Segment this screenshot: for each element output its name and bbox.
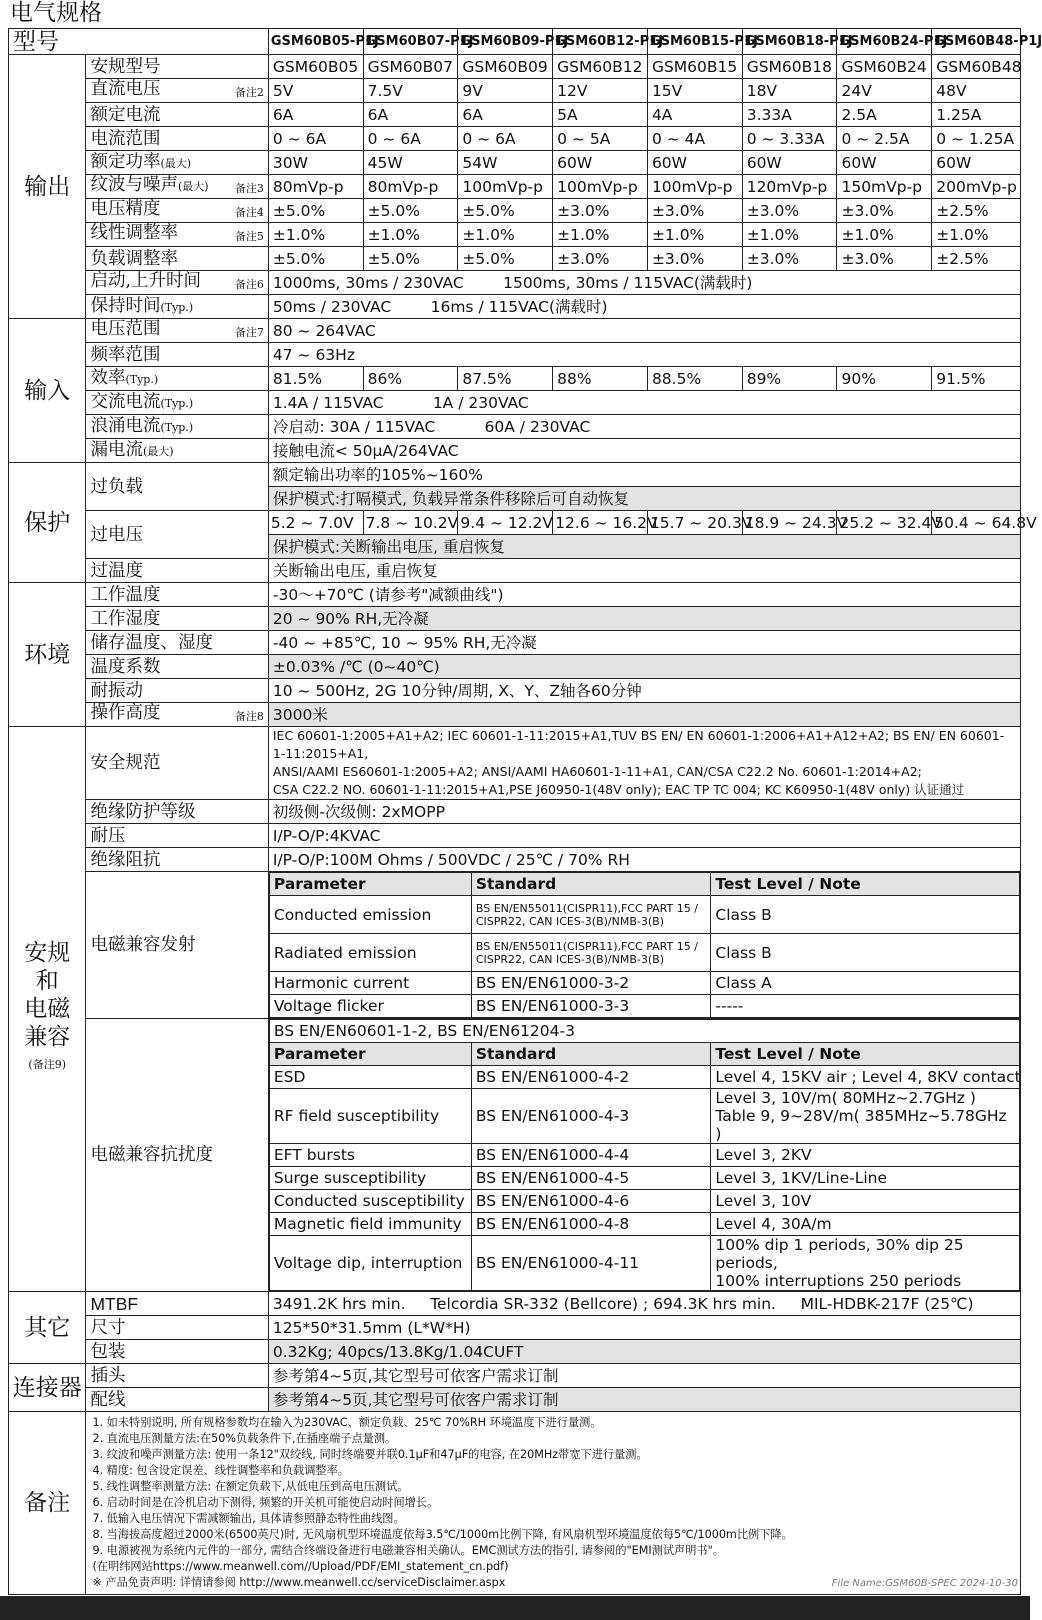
value-cell: ±2.5% — [932, 247, 1021, 271]
row-label — [86, 271, 268, 295]
emc-col-header: Parameter — [269, 873, 471, 896]
emc-level: Class B — [711, 934, 1020, 972]
value-cell: 0 ~ 2.5A — [837, 127, 932, 151]
value-cell: ±3.0% — [553, 247, 648, 271]
label-text: 过负载 — [90, 476, 143, 497]
emc-standard: BS EN/EN61000-3-3 — [471, 995, 711, 1018]
value-cell: GSM60B05 — [268, 55, 363, 79]
label-text: 安规型号 — [90, 56, 161, 77]
page-title: 电气规格 — [10, 0, 102, 26]
emc-label — [86, 1019, 268, 1292]
value-cell: 冷启动: 30A / 115VAC 60A / 230VAC — [268, 415, 1020, 439]
row-label — [86, 848, 268, 872]
value-cell: 60W — [553, 151, 648, 175]
value-cell: 47 ~ 63Hz — [268, 343, 1020, 367]
emc-parameter: Conducted emission — [269, 896, 471, 934]
label-text: 电磁兼容发射 — [90, 935, 196, 955]
value-cell: 60W — [932, 151, 1021, 175]
note-line: 8. 当海拔高度超过2000米(6500英尺)时, 无风扇机型环境温度依每3.5℃/1000m比例下降, 有风扇机型环境温度依每5℃/1000m比例下降。 — [92, 1528, 793, 1541]
emc-parameter: ESD — [269, 1066, 471, 1089]
category-output: 输出 — [9, 55, 86, 319]
model-header: GSM60B05-P1J — [268, 29, 363, 55]
label-text: MTBF — [90, 1293, 139, 1314]
model-header: GSM60B07-P1J — [363, 29, 458, 55]
label-text: 电流范围 — [90, 128, 161, 149]
value-cell: 0 ~ 6A — [363, 127, 458, 151]
value-cell: ±5.0% — [363, 247, 458, 271]
model-header: GSM60B24-P1J — [837, 29, 932, 55]
value-cell: 0 ~ 4A — [647, 127, 742, 151]
value-cell: GSM60B09 — [458, 55, 553, 79]
value-cell: -40 ~ +85℃, 10 ~ 95% RH,无冷凝 — [268, 631, 1020, 655]
row-label — [86, 199, 268, 223]
spec-table — [8, 28, 1042, 1595]
value-cell: 0.32Kg; 40pcs/13.8Kg/1.04CUFT — [268, 1340, 1020, 1364]
row-label — [86, 727, 268, 800]
value-cell: 15.7 ~ 20.3V — [647, 511, 742, 535]
emc-standard: BS EN/EN61000-4-5 — [471, 1167, 711, 1190]
note-line: 7. 低输入电压情况下需减额输出, 具体请参照静态特性曲线图。 — [92, 1512, 405, 1525]
emc-standard: BS EN/EN61000-4-4 — [471, 1144, 711, 1167]
value-cell: 48V — [932, 79, 1021, 103]
value-cell: 7.5V — [363, 79, 458, 103]
value-cell: 2.5A — [837, 103, 932, 127]
value-cell: ±1.0% — [742, 223, 837, 247]
emc-level: Level 3, 1KV/Line-Line — [711, 1167, 1020, 1190]
value-cell: ±3.0% — [553, 199, 648, 223]
value-cell: -30～+70℃ (请参考"减额曲线") — [268, 583, 1020, 607]
value-cell: ±2.5% — [932, 199, 1021, 223]
category-connector: 连接器 — [9, 1364, 86, 1412]
value-cell: 200mVp-p — [932, 175, 1021, 199]
value-cell: 45W — [363, 151, 458, 175]
row-label — [86, 103, 268, 127]
label-text: 尺寸 — [90, 1317, 126, 1338]
value-cell: 54W — [458, 151, 553, 175]
label-qualifier: (Typ.) — [160, 396, 194, 410]
value-cell: 18.9 ~ 24.3V — [742, 511, 837, 535]
label-text: 操作高度 — [90, 702, 161, 723]
value-cell: GSM60B12 — [553, 55, 648, 79]
emc-label — [86, 872, 268, 1019]
value-cell: 80mVp-p — [268, 175, 363, 199]
model-header: GSM60B48-P1J — [932, 29, 1021, 55]
note-line: (在明纬网站https://www.meanwell.com//Upload/PDF/EMI_statement_cn.pdf) — [92, 1560, 509, 1573]
label-qualifier: (最大) — [177, 179, 209, 193]
row-label — [86, 655, 268, 679]
model-header: GSM60B15-P1J — [647, 29, 742, 55]
value-cell: 25.2 ~ 32.4V — [837, 511, 932, 535]
value-cell: ±1.0% — [268, 223, 363, 247]
label-text: 效率 — [90, 367, 126, 388]
row-label — [86, 703, 268, 727]
note-line: 3. 纹波和噪声测量方法: 使用一条12"双绞线, 同时终端要并联0.1μF和47μF的电容, 在20MHz带宽下进行量测。 — [92, 1448, 648, 1461]
emc-general-standards: BS EN/EN60601-1-2, BS EN/EN61204-3 — [269, 1020, 1019, 1043]
note-ref: 备注5 — [234, 229, 264, 243]
emc-level: Level 4, 15KV air ; Level 4, 8KV contact — [711, 1066, 1020, 1089]
category-line: 兼容 — [24, 1024, 71, 1050]
value-cell: ±1.0% — [647, 223, 742, 247]
label-text: 交流电流 — [90, 391, 161, 412]
emc-parameter: Conducted susceptibility — [269, 1190, 471, 1213]
label-text: 电压精度 — [90, 198, 161, 219]
value-cell: 88% — [553, 367, 648, 391]
label-qualifier: (Typ.) — [160, 420, 194, 434]
emc_immunity-table — [269, 1019, 1020, 1291]
value-cell: ±3.0% — [837, 247, 932, 271]
label-text: 温度系数 — [90, 656, 161, 677]
row-label — [86, 439, 268, 463]
value-cell: 6A — [458, 103, 553, 127]
row-label — [86, 1292, 268, 1316]
row-label — [86, 79, 268, 103]
value-cell: 89% — [742, 367, 837, 391]
value-cell: 0 ~ 5A — [553, 127, 648, 151]
emc-col-header: Parameter — [269, 1043, 471, 1066]
row-label — [86, 391, 268, 415]
note-line: 6. 启动时间是在冷机启动下测得, 频繁的开关机可能使启动时间增长。 — [92, 1496, 439, 1509]
emc-level: Level 4, 30A/m — [711, 1213, 1020, 1236]
label-text: 工作温度 — [90, 584, 161, 605]
emc-standard: BS EN/EN61000-4-11 — [471, 1236, 711, 1291]
value-cell: ±0.03% /℃ (0~40℃) — [268, 655, 1020, 679]
row-label — [86, 175, 268, 199]
emc-standard: BS EN/EN61000-4-3 — [471, 1089, 711, 1144]
value-cell: 90% — [837, 367, 932, 391]
label-text: 绝缘阻抗 — [90, 849, 161, 870]
note-ref: 备注8 — [234, 709, 264, 723]
label-text: 过电压 — [90, 524, 143, 545]
emc-level: Level 3, 2KV — [711, 1144, 1020, 1167]
value-cell: 5.2 ~ 7.0V — [268, 511, 363, 535]
file-name-footer: File Name:GSM60B-SPEC 2024-10-30 — [831, 1578, 1018, 1589]
standards-line: IEC 60601-1:2005+A1+A2; IEC 60601-1-11:2015+A1,TUV BS EN/ EN 60601-1:2006+A1+A12+A2; BS EN/ EN 60601-1-11:2015+A1, — [272, 728, 1005, 761]
label-text: 线性调整率 — [90, 222, 178, 243]
emc-standard: BS EN/EN55011(CISPR11),FCC PART 15 / CISPR22, CAN ICES-3(B)/NMB-3(B) — [471, 934, 711, 972]
level-line: 100% dip 1 periods, 30% dip 25 periods, — [715, 1236, 964, 1272]
emc-standard: BS EN/EN55011(CISPR11),FCC PART 15 / CISPR22, CAN ICES-3(B)/NMB-3(B) — [471, 896, 711, 934]
value-cell: 10 ~ 500Hz, 2G 10分钟/周期, X、Y、Z轴各60分钟 — [268, 679, 1020, 703]
emc-parameter: Surge susceptibility — [269, 1167, 471, 1190]
value-cell: 60W — [742, 151, 837, 175]
value-cell: 9.4 ~ 12.2V — [458, 511, 553, 535]
emc-level: Class B — [711, 896, 1020, 934]
label-qualifier: (最大) — [160, 156, 192, 170]
value-cell: ±1.0% — [363, 223, 458, 247]
value-cell: 6A — [363, 103, 458, 127]
value-cell: 5V — [268, 79, 363, 103]
label-text: 额定电流 — [90, 104, 161, 125]
label-text: 过温度 — [90, 560, 143, 581]
note-ref: 备注4 — [234, 205, 264, 219]
value-cell: 81.5% — [268, 367, 363, 391]
emc-parameter: Voltage dip, interruption — [269, 1236, 471, 1291]
value-cell: 50.4 ~ 64.8V — [932, 511, 1021, 535]
value-cell: 5A — [553, 103, 648, 127]
value-cell: I/P-O/P:100M Ohms / 500VDC / 25℃ / 70% RH — [268, 848, 1020, 872]
label-text: 保持时间 — [90, 295, 161, 316]
row-label — [86, 319, 268, 343]
model-header: GSM60B09-P1J — [458, 29, 553, 55]
value-cell: GSM60B15 — [647, 55, 742, 79]
value-cell: GSM60B48 — [932, 55, 1021, 79]
emc-parameter: Radiated emission — [269, 934, 471, 972]
value-cell: 关断输出电压, 重启恢复 — [268, 559, 1020, 583]
value-cell: 0 ~ 3.33A — [742, 127, 837, 151]
value-cell: 87.5% — [458, 367, 553, 391]
note-line: 2. 直流电压测量方法:在50%负载条件下,在插座端子点量测。 — [92, 1432, 397, 1445]
level-line: Table 9, 9~28V/m( 385MHz~5.78GHz ) — [715, 1107, 1007, 1143]
row-label — [86, 1340, 268, 1364]
label-text: 直流电压 — [90, 78, 161, 99]
value-cell: 150mVp-p — [837, 175, 932, 199]
row-label — [86, 583, 268, 607]
value-cell: 24V — [837, 79, 932, 103]
value-cell: 额定输出功率的105%~160% — [268, 463, 1020, 487]
value-cell: 100mVp-p — [647, 175, 742, 199]
label-text: 耐压 — [90, 825, 126, 846]
value-cell: GSM60B24 — [837, 55, 932, 79]
value-cell: 参考第4~5页,其它型号可依客户需求订制 — [268, 1388, 1020, 1412]
note-ref: 备注2 — [234, 85, 264, 99]
value-cell: 12V — [553, 79, 648, 103]
notes-cell — [86, 1412, 1021, 1595]
bottom-bar — [0, 1596, 1030, 1620]
category-protection: 保护 — [9, 463, 86, 583]
value-cell: 4A — [647, 103, 742, 127]
value-cell: GSM60B07 — [363, 55, 458, 79]
emc-standard: BS EN/EN61000-4-6 — [471, 1190, 711, 1213]
label-qualifier: (Typ.) — [160, 300, 194, 314]
value-cell: ±5.0% — [458, 247, 553, 271]
emc-col-header: Test Level / Note — [711, 873, 1020, 896]
value-cell: I/P-O/P:4KVAC — [268, 824, 1020, 848]
emc-parameter: EFT bursts — [269, 1144, 471, 1167]
category-environment: 环境 — [9, 583, 86, 727]
value-cell: 初级侧-次级侧: 2xMOPP — [268, 800, 1020, 824]
value-cell: GSM60B18 — [742, 55, 837, 79]
label-text: 电压范围 — [90, 318, 161, 339]
value-cell: ±5.0% — [268, 199, 363, 223]
row-label — [86, 631, 268, 655]
value-cell: 120mVp-p — [742, 175, 837, 199]
value-cell: 3000米 — [268, 703, 1020, 727]
row-label — [86, 511, 268, 559]
row-label — [86, 343, 268, 367]
row-label — [86, 367, 268, 391]
category-input: 输入 — [9, 319, 86, 463]
value-cell: 接触电流< 50μA/264VAC — [268, 439, 1020, 463]
model-label: 型号 — [9, 29, 269, 55]
note-line: 1. 如未特别说明, 所有规格参数均在输入为230VAC、额定负载、25℃ 70%RH 环境温度下进行量测。 — [92, 1416, 602, 1429]
value-cell: 6A — [268, 103, 363, 127]
row-label — [86, 824, 268, 848]
label-text: 插头 — [90, 1365, 126, 1386]
category-line: 和 — [35, 968, 59, 994]
category-others: 其它 — [9, 1292, 86, 1364]
standards-line: ANSI/AAMI ES60601-1:2005+A2; ANSI/AAMI HA60601-1-11+A1, CAN/CSA C22.2 No. 60601-1:2014+A2; — [272, 764, 922, 779]
row-label — [86, 607, 268, 631]
safety-standards-cell — [268, 727, 1020, 800]
note-ref: 备注6 — [234, 277, 264, 291]
value-cell: ±5.0% — [458, 199, 553, 223]
label-text: 耐振动 — [90, 680, 143, 701]
emc-col-header: Standard — [471, 1043, 711, 1066]
value-cell: 保护模式:关断输出电压, 重启恢复 — [268, 535, 1020, 559]
category-line: 电磁 — [24, 996, 71, 1022]
label-qualifier: (Typ.) — [125, 372, 159, 386]
value-cell: 15V — [647, 79, 742, 103]
value-cell: 0 ~ 1.25A — [932, 127, 1021, 151]
emc-parameter: Harmonic current — [269, 972, 471, 995]
label-text: 负载调整率 — [90, 248, 178, 269]
emc_emission-table — [269, 872, 1020, 1018]
category-line: 安规 — [24, 940, 71, 966]
value-cell: 保护模式:打嗝模式, 负载异常条件移除后可自动恢复 — [268, 487, 1020, 511]
value-cell: 88.5% — [647, 367, 742, 391]
value-cell: 3.33A — [742, 103, 837, 127]
value-cell: 20 ~ 90% RH,无冷凝 — [268, 607, 1020, 631]
note-line: 5. 线性调整率测量方法: 在额定负载下,从低电压到高电压测试。 — [92, 1480, 409, 1493]
value-cell: 30W — [268, 151, 363, 175]
row-label — [86, 559, 268, 583]
category-notes: 备注 — [9, 1412, 86, 1595]
row-label — [86, 679, 268, 703]
label-text: 额定功率 — [90, 151, 161, 172]
note-line: 4. 精度: 包含设定误差、线性调整率和负载调整率。 — [92, 1464, 349, 1477]
value-cell: 1.4A / 115VAC 1A / 230VAC — [268, 391, 1020, 415]
value-cell: ±5.0% — [268, 247, 363, 271]
emc-level: Class A — [711, 972, 1020, 995]
value-cell: 80mVp-p — [363, 175, 458, 199]
emc-standard: BS EN/EN61000-4-8 — [471, 1213, 711, 1236]
emc-col-header: Standard — [471, 873, 711, 896]
value-cell: 91.5% — [932, 367, 1021, 391]
row-label — [86, 247, 268, 271]
value-cell: 7.8 ~ 10.2V — [363, 511, 458, 535]
label-text: 漏电流 — [90, 439, 143, 460]
row-label — [86, 1364, 268, 1388]
value-cell: 100mVp-p — [458, 175, 553, 199]
note-line: 9. 电源被视为系统内元件的一部分, 需结合终端设备进行电磁兼容相关确认。EMC测试方法的指引, 请参阅的"EMI测试声明书"。 — [92, 1544, 724, 1557]
label-text: 工作湿度 — [90, 608, 161, 629]
label-text: 频率范围 — [90, 344, 161, 365]
label-text: 储存温度、湿度 — [90, 632, 213, 653]
emc-level: ----- — [711, 995, 1020, 1018]
value-cell: 9V — [458, 79, 553, 103]
value-cell: ±1.0% — [553, 223, 648, 247]
emc_emission-block — [268, 872, 1020, 1019]
standards-line: CSA C22.2 NO. 60601-1-11:2015+A1,PSE J60950-1(48V only); EAC TP TC 004; KC K60950-1(48V only) 认证通过 — [272, 782, 965, 797]
row-label — [86, 415, 268, 439]
label-text: 包装 — [90, 1341, 126, 1362]
label-text: 启动,上升时间 — [90, 270, 202, 291]
value-cell: 18V — [742, 79, 837, 103]
category-safety-emc — [9, 727, 86, 1292]
emc_immunity-block — [268, 1019, 1020, 1292]
emc-parameter: RF field susceptibility — [269, 1089, 471, 1144]
model-header: GSM60B12-P1J — [553, 29, 648, 55]
label-text: 电磁兼容抗扰度 — [90, 1145, 213, 1165]
row-label — [86, 1316, 268, 1340]
value-cell: 86% — [363, 367, 458, 391]
value-cell: ±3.0% — [742, 199, 837, 223]
row-label — [86, 463, 268, 511]
label-text: 安全规范 — [90, 753, 161, 773]
level-line: 100% interruptions 250 periods — [715, 1272, 962, 1290]
value-cell: 0 ~ 6A — [458, 127, 553, 151]
value-cell: 50ms / 230VAC 16ms / 115VAC(满载时) — [268, 295, 1020, 319]
value-cell: ±1.0% — [837, 223, 932, 247]
label-qualifier: (最大) — [142, 444, 174, 458]
row-label — [86, 223, 268, 247]
value-cell: 1000ms, 30ms / 230VAC 1500ms, 30ms / 115VAC(满载时) — [268, 271, 1020, 295]
note-ref: 备注3 — [234, 181, 264, 195]
row-label — [86, 800, 268, 824]
category-note: (备注9) — [28, 1058, 67, 1071]
value-cell: ±5.0% — [363, 199, 458, 223]
emc-level — [711, 1089, 1020, 1144]
row-label — [86, 55, 268, 79]
row-label — [86, 1388, 268, 1412]
value-cell: ±1.0% — [932, 223, 1021, 247]
emc-col-header: Test Level / Note — [711, 1043, 1020, 1066]
value-cell: 80 ~ 264VAC — [268, 319, 1020, 343]
emc-standard: BS EN/EN61000-3-2 — [471, 972, 711, 995]
emc-parameter: Voltage flicker — [269, 995, 471, 1018]
note-line: ※ 产品免责声明: 详情请参阅 http://www.meanwell.cc/serviceDisclaimer.aspx — [92, 1576, 506, 1589]
level-line: Level 3, 10V/m( 80MHz~2.7GHz ) — [715, 1089, 976, 1107]
label-text: 配线 — [90, 1389, 126, 1410]
label-text: 纹波与噪声 — [90, 174, 178, 195]
value-cell: 3491.2K hrs min. Telcordia SR-332 (Bellcore) ; 694.3K hrs min. MIL-HDBK-217F (25℃) — [268, 1292, 1020, 1316]
row-label — [86, 295, 268, 319]
value-cell: 60W — [837, 151, 932, 175]
value-cell: ±3.0% — [647, 199, 742, 223]
value-cell: 0 ~ 6A — [268, 127, 363, 151]
emc-level — [711, 1236, 1020, 1291]
value-cell: 125*50*31.5mm (L*W*H) — [268, 1316, 1020, 1340]
value-cell: ±1.0% — [458, 223, 553, 247]
value-cell: ±3.0% — [742, 247, 837, 271]
row-label — [86, 127, 268, 151]
note-ref: 备注7 — [234, 325, 264, 339]
value-cell: 100mVp-p — [553, 175, 648, 199]
value-cell: ±3.0% — [837, 199, 932, 223]
emc-level: Level 3, 10V — [711, 1190, 1020, 1213]
model-header: GSM60B18-P1J — [742, 29, 837, 55]
value-cell: 参考第4~5页,其它型号可依客户需求订制 — [268, 1364, 1020, 1388]
emc-parameter: Magnetic field immunity — [269, 1213, 471, 1236]
emc-standard: BS EN/EN61000-4-2 — [471, 1066, 711, 1089]
row-label — [86, 151, 268, 175]
value-cell: 1.25A — [932, 103, 1021, 127]
value-cell: 12.6 ~ 16.2V — [553, 511, 648, 535]
label-text: 绝缘防护等级 — [90, 801, 196, 822]
label-text: 浪涌电流 — [90, 415, 161, 436]
value-cell: 60W — [647, 151, 742, 175]
value-cell: ±3.0% — [647, 247, 742, 271]
